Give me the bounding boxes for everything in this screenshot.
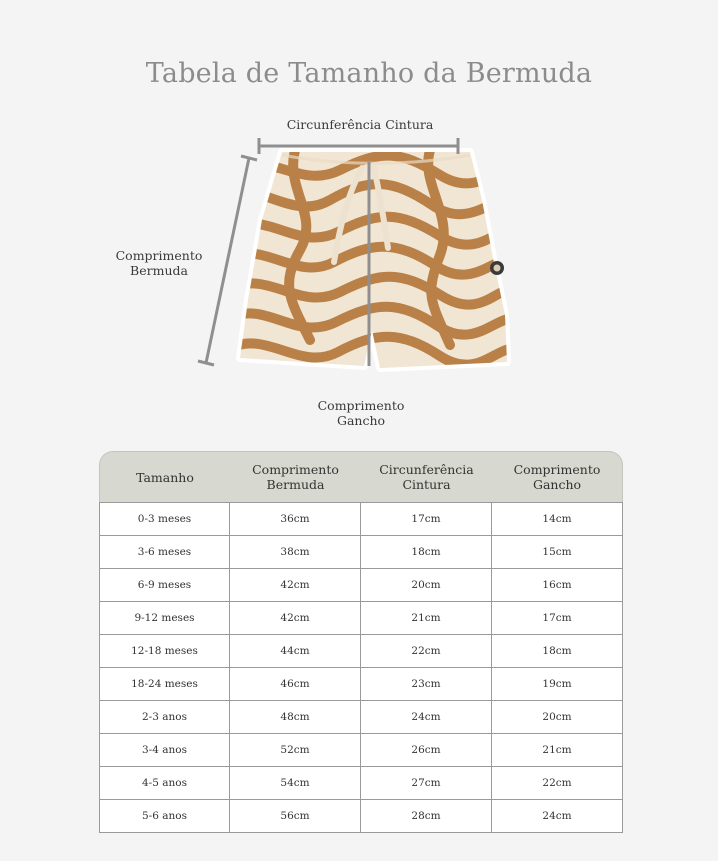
cell-waist: 17cm [361,502,492,536]
table-row [99,767,623,800]
cell-size: 18-24 meses [99,668,230,701]
cell-length: 46cm [230,668,361,701]
cell-waist: 22cm [361,635,492,668]
table-row [99,536,623,569]
header-waist-line-1: Circunferência [379,462,474,477]
cell-length: 52cm [230,734,361,767]
cell-rise: 17cm [492,602,623,635]
table-row [99,569,623,602]
cell-rise: 21cm [492,734,623,767]
cell-size: 4-5 anos [99,767,230,800]
cell-rise: 14cm [492,502,623,536]
table-row [99,734,623,767]
table-row [99,668,623,701]
cell-waist: 23cm [361,668,492,701]
cell-length: 44cm [230,635,361,668]
rise-label-line-2: Gancho [336,413,386,428]
header-size [99,451,230,502]
page-title: Tabela de Tamanho da Bermuda [145,58,593,89]
cell-size: 2-3 anos [99,701,230,734]
table-header-row [99,451,623,502]
cell-waist: 28cm [361,800,492,833]
cell-rise: 22cm [492,767,623,800]
cell-rise: 20cm [492,701,623,734]
cell-length: 56cm [230,800,361,833]
cell-size: 0-3 meses [99,502,230,536]
cell-length: 42cm [230,602,361,635]
size-chart-table [99,451,623,833]
cell-size: 3-4 anos [99,734,230,767]
cell-rise: 24cm [492,800,623,833]
cell-waist: 18cm [361,536,492,569]
header-size-line-1: Tamanho [136,469,194,485]
cell-size: 6-9 meses [99,569,230,602]
waist-label: Circunferência Cintura [286,117,434,132]
cell-rise: 16cm [492,569,623,602]
length-label-line-1: Comprimento [115,248,203,263]
rise-label-line-1: Comprimento [317,398,405,413]
table-row [99,701,623,734]
length-label [100,248,218,278]
length-label-line-2: Bermuda [130,263,188,278]
shorts-illustration [230,145,520,375]
header-length [230,451,361,502]
header-length-line-1: Comprimento [252,462,339,477]
cell-length: 54cm [230,767,361,800]
cell-waist: 26cm [361,734,492,767]
cell-size: 12-18 meses [99,635,230,668]
cell-rise: 19cm [492,668,623,701]
cell-length: 36cm [230,502,361,536]
cell-length: 48cm [230,701,361,734]
header-waist [361,451,492,502]
table-row [99,502,623,536]
cell-waist: 20cm [361,569,492,602]
cell-length: 42cm [230,569,361,602]
cell-rise: 18cm [492,635,623,668]
cell-waist: 27cm [361,767,492,800]
header-waist-line-2: Cintura [402,477,451,492]
cell-size: 9-12 meses [99,602,230,635]
cell-rise: 15cm [492,536,623,569]
cell-length: 38cm [230,536,361,569]
table-row [99,602,623,635]
cell-size: 3-6 meses [99,536,230,569]
cell-size: 5-6 anos [99,800,230,833]
rise-label [290,398,432,428]
table-row [99,635,623,668]
header-length-line-2: Bermuda [266,477,325,492]
header-rise-line-2: Gancho [532,477,582,492]
cell-waist: 24cm [361,701,492,734]
cell-waist: 21cm [361,602,492,635]
header-rise-line-1: Comprimento [513,462,601,477]
header-rise [492,451,623,502]
table-row [99,800,623,833]
